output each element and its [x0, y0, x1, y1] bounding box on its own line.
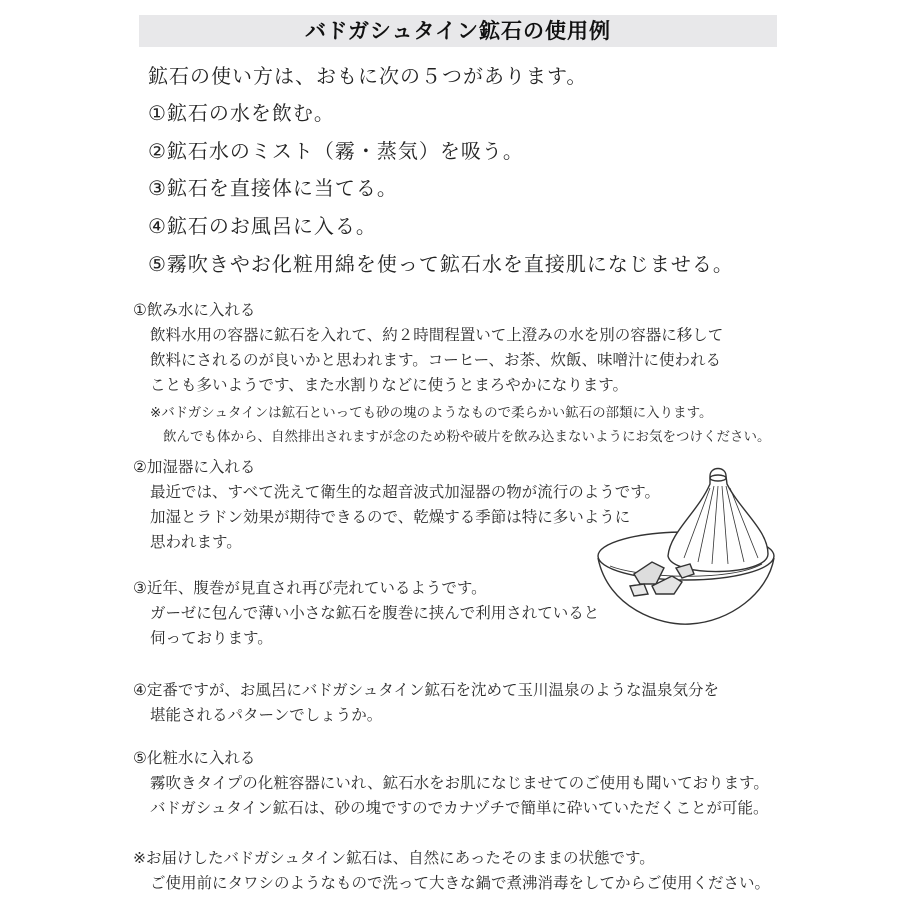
intro-item: ④鉱石のお風呂に入る。 — [148, 214, 377, 238]
section-line: 飲料にされるのが良いかと思われます。コーヒー、お茶、炊飯、味噌汁に使われる — [150, 351, 722, 369]
footer-note: ご使用前にタワシのようなもので洗って大きな鍋で煮沸消毒をしてからご使用ください。 — [150, 874, 771, 892]
intro-item: ⑤霧吹きやお化粧用綿を使って鉱石水を直接肌になじませる。 — [148, 252, 734, 276]
footer-note: ※お届けしたバドガシュタイン鉱石は、自然にあったそのままの状態です。 — [133, 849, 655, 867]
section-line: バドガシュタイン鉱石は、砂の塊ですのでカナヅチで簡単に砕いていただくことが可能。 — [150, 799, 769, 817]
section-line: 堪能されるパターンでしょうか。 — [150, 706, 383, 724]
section-heading: ④定番ですが、お風呂にバドガシュタイン鉱石を沈めて玉川温泉のような温泉気分を — [133, 681, 720, 699]
section-line: 加湿とラドン効果が期待できるので、乾燥する季節は特に多いように — [150, 508, 631, 526]
page-title: バドガシュタイン鉱石の使用例 — [304, 19, 612, 43]
section-line: 最近では、すべて洗えて衛生的な超音波式加湿器の物が流行のようです。 — [150, 483, 660, 501]
section-line: ことも多いようです、また水割りなどに使うとまろやかになります。 — [150, 376, 629, 394]
section-line: 霧吹きタイプの化粧容器にいれ、鉱石水をお肌になじませてのご使用も聞いております。 — [150, 774, 769, 792]
intro-item: ②鉱石水のミスト（霧・蒸気）を吸う。 — [148, 139, 524, 163]
section-heading: ①飲み水に入れる — [133, 301, 256, 319]
intro-lead: 鉱石の使い方は、おもに次の５つがあります。 — [148, 64, 588, 88]
section-line: 伺っております。 — [150, 629, 273, 647]
section-note: 飲んでも体から、自然排出されますが念のため粉や破片を飲み込まないようにお気をつけください。 — [163, 429, 771, 445]
section-heading: ⑤化粧水に入れる — [133, 749, 256, 767]
section-line: ガーゼに包んで薄い小さな鉱石を腹巻に挟んで利用されていると — [150, 604, 600, 622]
intro-item: ①鉱石の水を飲む。 — [148, 101, 335, 125]
section-heading: ③近年、腹巻が見直され再び売れているようです。 — [133, 579, 487, 597]
section-line: 飲料水用の容器に鉱石を入れて、約２時間程置いて上澄みの水を別の容器に移して — [150, 326, 724, 344]
intro-item: ③鉱石を直接体に当てる。 — [148, 176, 398, 200]
section-line: 思われます。 — [150, 533, 242, 551]
section-note: ※バドガシュタインは鉱石といっても砂の塊のようなもので柔らかい鉱石の部類に入ります。 — [150, 405, 713, 421]
humidifier-bowl-icon — [590, 458, 780, 630]
section-heading: ②加湿器に入れる — [133, 458, 256, 476]
